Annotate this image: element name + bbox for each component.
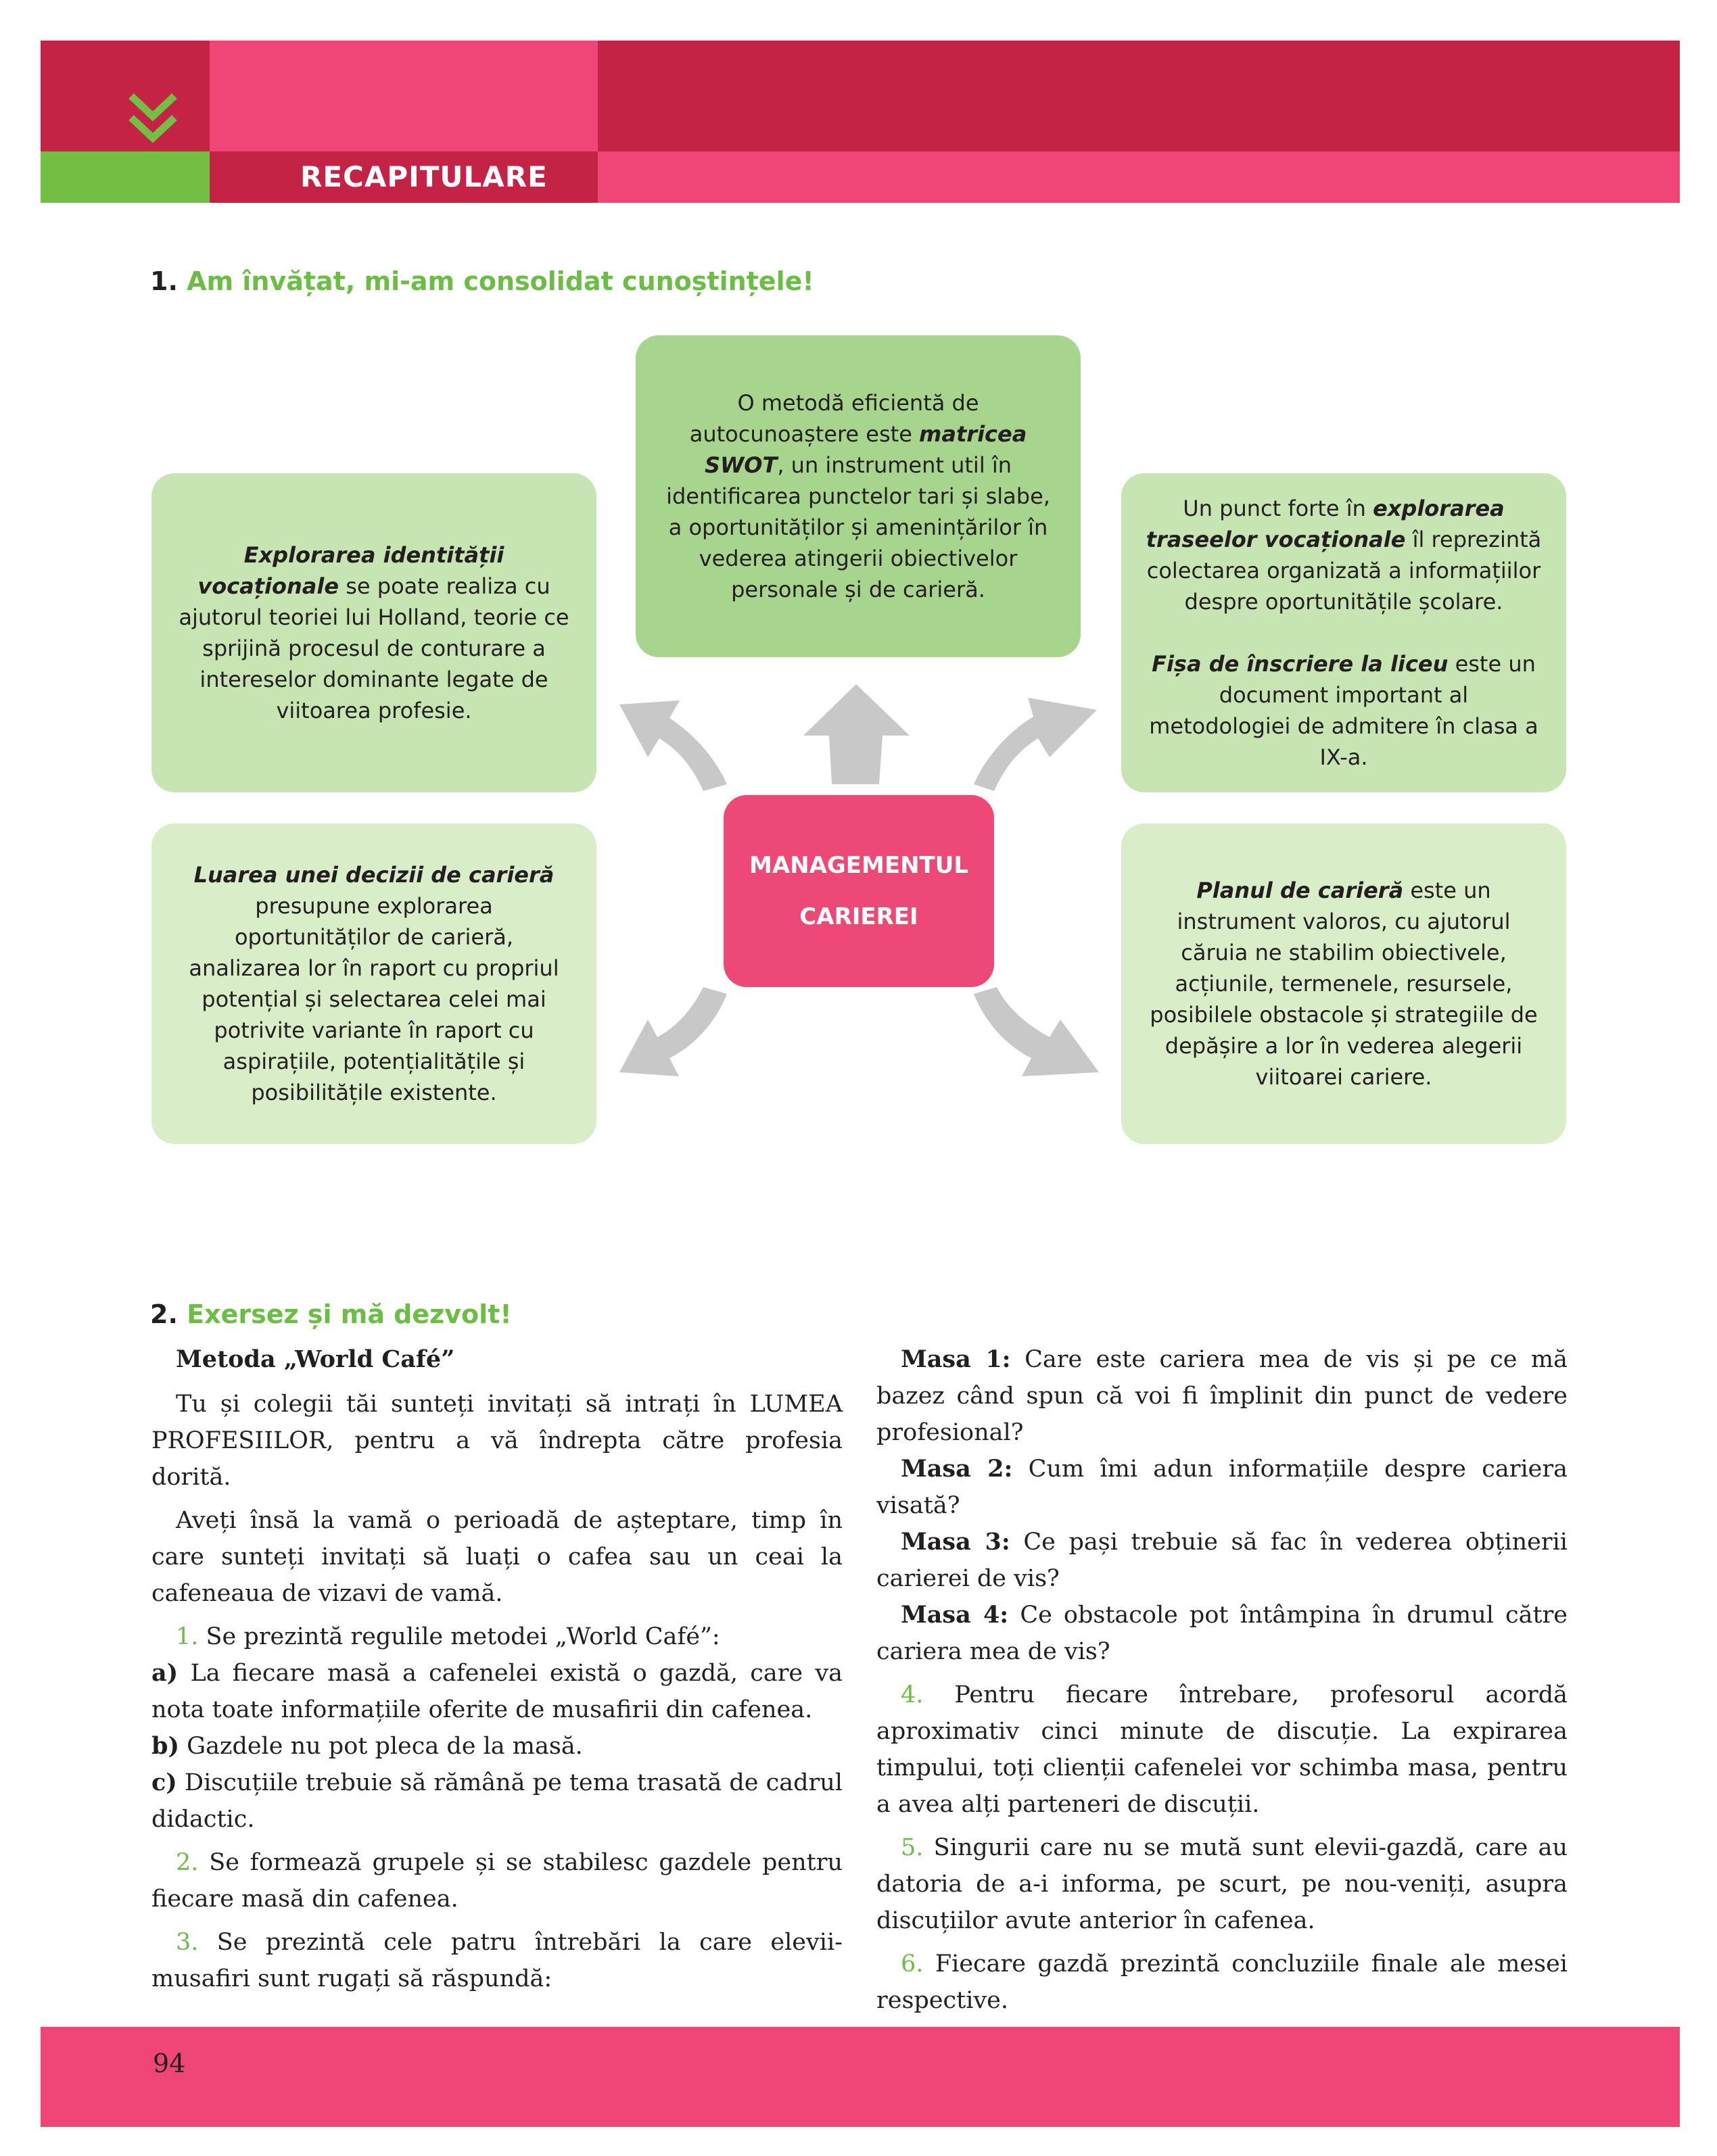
page-header-title: RECAPITULARE [300, 160, 548, 193]
step-3 [151, 1924, 843, 1997]
step-1 [151, 1619, 843, 1655]
step-1-text: Se prezintă regulile metodei „World Café”: [198, 1623, 720, 1650]
step-2-number: 2. [176, 1849, 199, 1876]
box-vocational-identity-bold: Explorarea identității vocaționale [197, 542, 504, 599]
step-5-text: Singurii care nu se mută sunt elevii-gazdă, care au datoria de a-i informa, pe scurt, pe nou-veniți, asupra discuțiilor avute anterior în cafenea. [876, 1834, 1568, 1934]
rule-b-text: Gazdele nu pot pleca de la masă. [179, 1733, 583, 1760]
table-question-4-text: Ce obstacole pot întâmpina în drumul către cariera mea de vis? [876, 1602, 1568, 1665]
center-box-line-1: MANAGEMENTUL [749, 852, 969, 879]
box-swot-text-1: O metodă eficientă de autocunoaștere este [689, 390, 979, 447]
footer-band [41, 2027, 1680, 2127]
box-career-decision-bold: Luarea unei decizii de carieră [193, 862, 555, 888]
step-3-number: 3. [176, 1929, 199, 1956]
box-swot [636, 335, 1081, 657]
table-question-3 [876, 1524, 1568, 1597]
section-2-title: Exersez și mă dezvolt! [187, 1299, 512, 1329]
box-career-decision-text: presupune explorarea oportunităților de carieră, analizarea lor în raport cu propriul potențial și selectarea celei mai potrivite variante în raport cu aspirațiile, potențialitățile și posibilitățile existente. [189, 893, 559, 1105]
rule-c-label: c) [151, 1769, 177, 1796]
step-2-text: Se formează grupele și se stabilesc gazdele pentru fiecare masă din cafenea. [151, 1849, 843, 1913]
table-question-1-label: Masa 1: [901, 1345, 1011, 1373]
table-question-1 [876, 1341, 1568, 1451]
box-swot-text-2: , un instrument util în identificarea punctelor tari și slabe, a oportunităților și amenințărilor în vederea atingerii obiectivelor personale și de carieră. [666, 452, 1050, 602]
step-6 [876, 1946, 1568, 2019]
box-vocational-identity [151, 473, 596, 792]
arrow-up-icon [803, 684, 910, 784]
paragraph-intro-1: Tu și colegii tăi sunteți invitați să intrați în LUMEA PROFESIILOR, pentru a vă îndrepta către profesia dorită. [151, 1391, 843, 1491]
step-3-text: Se prezintă cele patru întrebări la care elevii-musafiri sunt rugați să răspundă: [151, 1929, 843, 1992]
rule-b [151, 1728, 843, 1765]
section-1-title: Am învățat, mi-am consolidat cunoștințele! [187, 266, 814, 296]
rule-c [151, 1765, 843, 1838]
text-column-left [151, 1341, 843, 1997]
rule-a-text: La fiecare masă a cafenelei există o gazdă, care va nota toate informațiile oferite de musafirii din cafenea. [151, 1660, 843, 1723]
table-question-4-label: Masa 4: [901, 1601, 1009, 1629]
arrow-lower-left-icon [619, 987, 727, 1076]
table-question-4 [876, 1597, 1568, 1670]
center-box-line-2: CARIEREI [799, 903, 918, 930]
box-vocational-routes-text-2: îl reprezintă colectarea organizată a informațiilor despre oportunitățile școlare. [1146, 527, 1542, 615]
table-question-1-text: Care este cariera mea de vis și pe ce mă bazez când spun că voi fi împlinit din punct de vedere profesional? [876, 1346, 1568, 1446]
rule-c-text: Discuțiile trebuie să rămână pe tema trasată de cadrul didactic. [151, 1769, 843, 1833]
box-career-decision [151, 823, 596, 1144]
box-career-plan-text: este un instrument valoros, cu ajutorul căruia ne stabilim obiectivele, acțiunile, termenele, resursele, posibilele obstacole și strategiile de depășire a lor în vederea alegerii viitoarei cariere. [1150, 878, 1538, 1090]
box-vocational-identity-text: se poate realiza cu ajutorul teoriei lui Holland, teorie ce sprijină procesul de conturare a intereselor dominante legate de viitoarea profesie. [179, 573, 569, 723]
step-5 [876, 1829, 1568, 1939]
method-title: Metoda „World Café” [176, 1345, 455, 1373]
box-swot-bold: matricea SWOT [704, 421, 1027, 478]
rule-b-label: b) [151, 1732, 180, 1760]
box-vocational-routes-text-1: Un punct forte în [1183, 496, 1373, 521]
box-vocational-routes [1121, 473, 1566, 792]
step-6-number: 6. [901, 1950, 924, 1978]
step-4-number: 4. [901, 1681, 924, 1708]
step-5-number: 5. [901, 1834, 924, 1861]
table-question-2 [876, 1451, 1568, 1524]
table-question-3-label: Masa 3: [901, 1528, 1010, 1556]
page-number: 94 [153, 2049, 186, 2078]
box-career-plan [1121, 823, 1566, 1144]
box-vocational-routes-bold-2: Fișa de înscriere la liceu [1152, 651, 1449, 677]
table-question-2-label: Masa 2: [901, 1455, 1013, 1483]
step-6-text: Fiecare gazdă prezintă concluziile finale ale mesei respective. [876, 1950, 1568, 2014]
box-vocational-routes-bold-1: explorarea traseelor vocaționale [1146, 496, 1505, 552]
rule-a [151, 1655, 843, 1728]
table-question-3-text: Ce pași trebuie să fac în vederea obținerii carierei de vis? [876, 1529, 1568, 1592]
arrow-upper-left-icon [619, 700, 727, 791]
arrow-lower-right-icon [974, 987, 1099, 1076]
arrow-upper-right-icon [974, 698, 1097, 791]
paragraph-intro-2: Aveți însă la vamă o perioadă de așteptare, timp în care sunteți invitați să luați o cafea sau un ceai la cafeneaua de vizavi de vamă. [151, 1507, 843, 1607]
box-vocational-routes-text-3: este un document important al metodologiei de admitere în clasa a IX-a. [1149, 651, 1538, 770]
table-question-2-text: Cum îmi adun informațiile despre cariera visată? [876, 1456, 1568, 1519]
section-1-number: 1. [150, 266, 178, 296]
step-4-text: Pentru fiecare întrebare, profesorul acordă aproximativ cinci minute de discuție. La expirarea timpului, toți clienții cafenelei vor schimba masa, pentru a avea alți parteneri de discuții. [876, 1681, 1568, 1818]
step-1-number: 1. [176, 1623, 199, 1650]
rule-a-label: a) [151, 1659, 179, 1687]
text-column-right [876, 1341, 1568, 2019]
step-2 [151, 1844, 843, 1917]
center-box-career-management [724, 795, 994, 987]
box-career-plan-bold: Planul de carieră [1196, 878, 1404, 903]
section-2-number: 2. [150, 1299, 178, 1329]
section-2-heading [150, 1298, 512, 1331]
step-4 [876, 1677, 1568, 1823]
